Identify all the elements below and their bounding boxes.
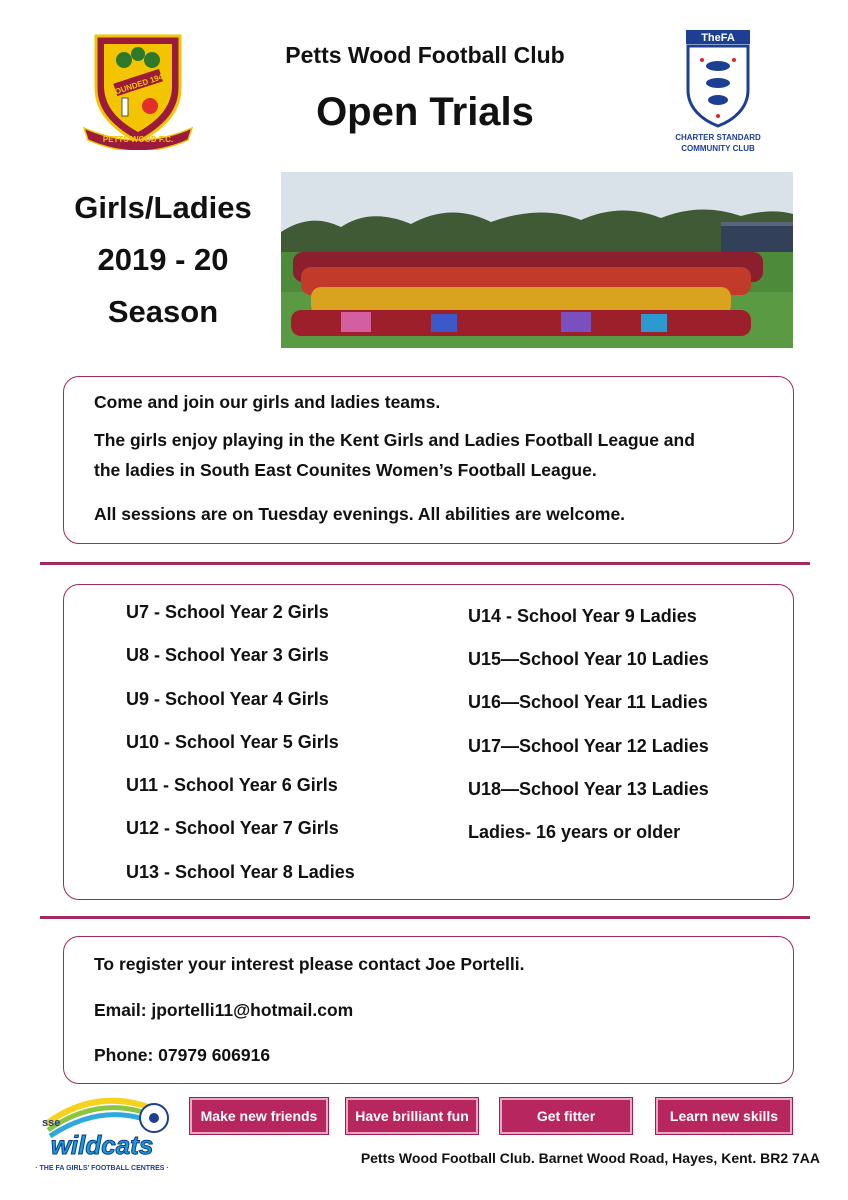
crest-banner: PETTS WOOD F.C. xyxy=(102,135,174,144)
wildcats-tagline: · THE FA GIRLS' FOOTBALL CENTRES · xyxy=(35,1165,169,1172)
section-divider xyxy=(40,916,810,919)
fa-badge-top-text: TheFA xyxy=(701,32,735,44)
contact-email[interactable]: Email: jportelli11@hotmail.com xyxy=(94,1000,354,1020)
benefit-brilliant-fun: Have brilliant fun xyxy=(346,1098,478,1134)
age-group-item: U13 - School Year 8 Ladies xyxy=(126,862,355,882)
crest-founded: FOUNDED 1946 xyxy=(109,70,169,98)
age-group-item: U9 - School Year 4 Girls xyxy=(126,689,329,709)
age-group-item: U12 - School Year 7 Girls xyxy=(126,818,339,838)
benefit-learn-skills: Learn new skills xyxy=(656,1098,792,1134)
fa-badge-line-2: COMMUNITY CLUB xyxy=(681,144,755,153)
benefit-make-friends: Make new friends xyxy=(190,1098,328,1134)
club-crest-logo xyxy=(78,30,198,150)
intro-line-2: The girls enjoy playing in the Kent Girls and Ladies Football League and xyxy=(94,430,695,450)
section-divider xyxy=(40,562,810,565)
fa-badge-line-1: CHARTER STANDARD xyxy=(675,133,761,142)
age-group-item: U14 - School Year 9 Ladies xyxy=(468,606,697,626)
season-line-2: 2019 - 20 xyxy=(97,242,229,277)
age-group-item: U10 - School Year 5 Girls xyxy=(126,732,339,752)
fa-charter-badge xyxy=(672,28,764,158)
season-line-1: Girls/Ladies xyxy=(74,190,252,225)
age-group-item: U18—School Year 13 Ladies xyxy=(468,779,709,799)
age-group-item: U16—School Year 11 Ladies xyxy=(468,692,708,712)
age-group-item: U11 - School Year 6 Girls xyxy=(126,775,338,795)
age-group-item: U15—School Year 10 Ladies xyxy=(468,649,709,669)
age-group-item: Ladies- 16 years or older xyxy=(468,822,681,842)
benefit-get-fitter: Get fitter xyxy=(500,1098,632,1134)
season-line-3: Season xyxy=(107,294,219,329)
intro-line-1: Come and join our girls and ladies teams. xyxy=(94,392,441,412)
club-name: Petts Wood Football Club xyxy=(285,42,565,68)
age-group-item: U7 - School Year 2 Girls xyxy=(126,602,329,622)
team-photo xyxy=(281,172,793,348)
age-group-item: U8 - School Year 3 Girls xyxy=(126,645,329,665)
wildcats-sponsor: sse xyxy=(42,1117,61,1129)
wildcats-name: wildcats xyxy=(50,1130,154,1160)
age-group-item: U17—School Year 12 Ladies xyxy=(468,736,709,756)
contact-intro: To register your interest please contact Joe Portelli. xyxy=(94,954,525,974)
intro-line-4: All sessions are on Tuesday evenings. All abilities are welcome. xyxy=(94,504,626,524)
intro-line-3: the ladies in South East Counites Women’s Football League. xyxy=(94,460,597,480)
team-group xyxy=(291,252,763,336)
contact-phone[interactable]: Phone: 07979 606916 xyxy=(94,1045,271,1065)
wildcats-logo xyxy=(28,1090,178,1174)
club-address: Petts Wood Football Club. Barnet Wood Road, Hayes, Kent. BR2 7AA xyxy=(360,1150,820,1166)
page-title: Open Trials xyxy=(316,90,534,134)
